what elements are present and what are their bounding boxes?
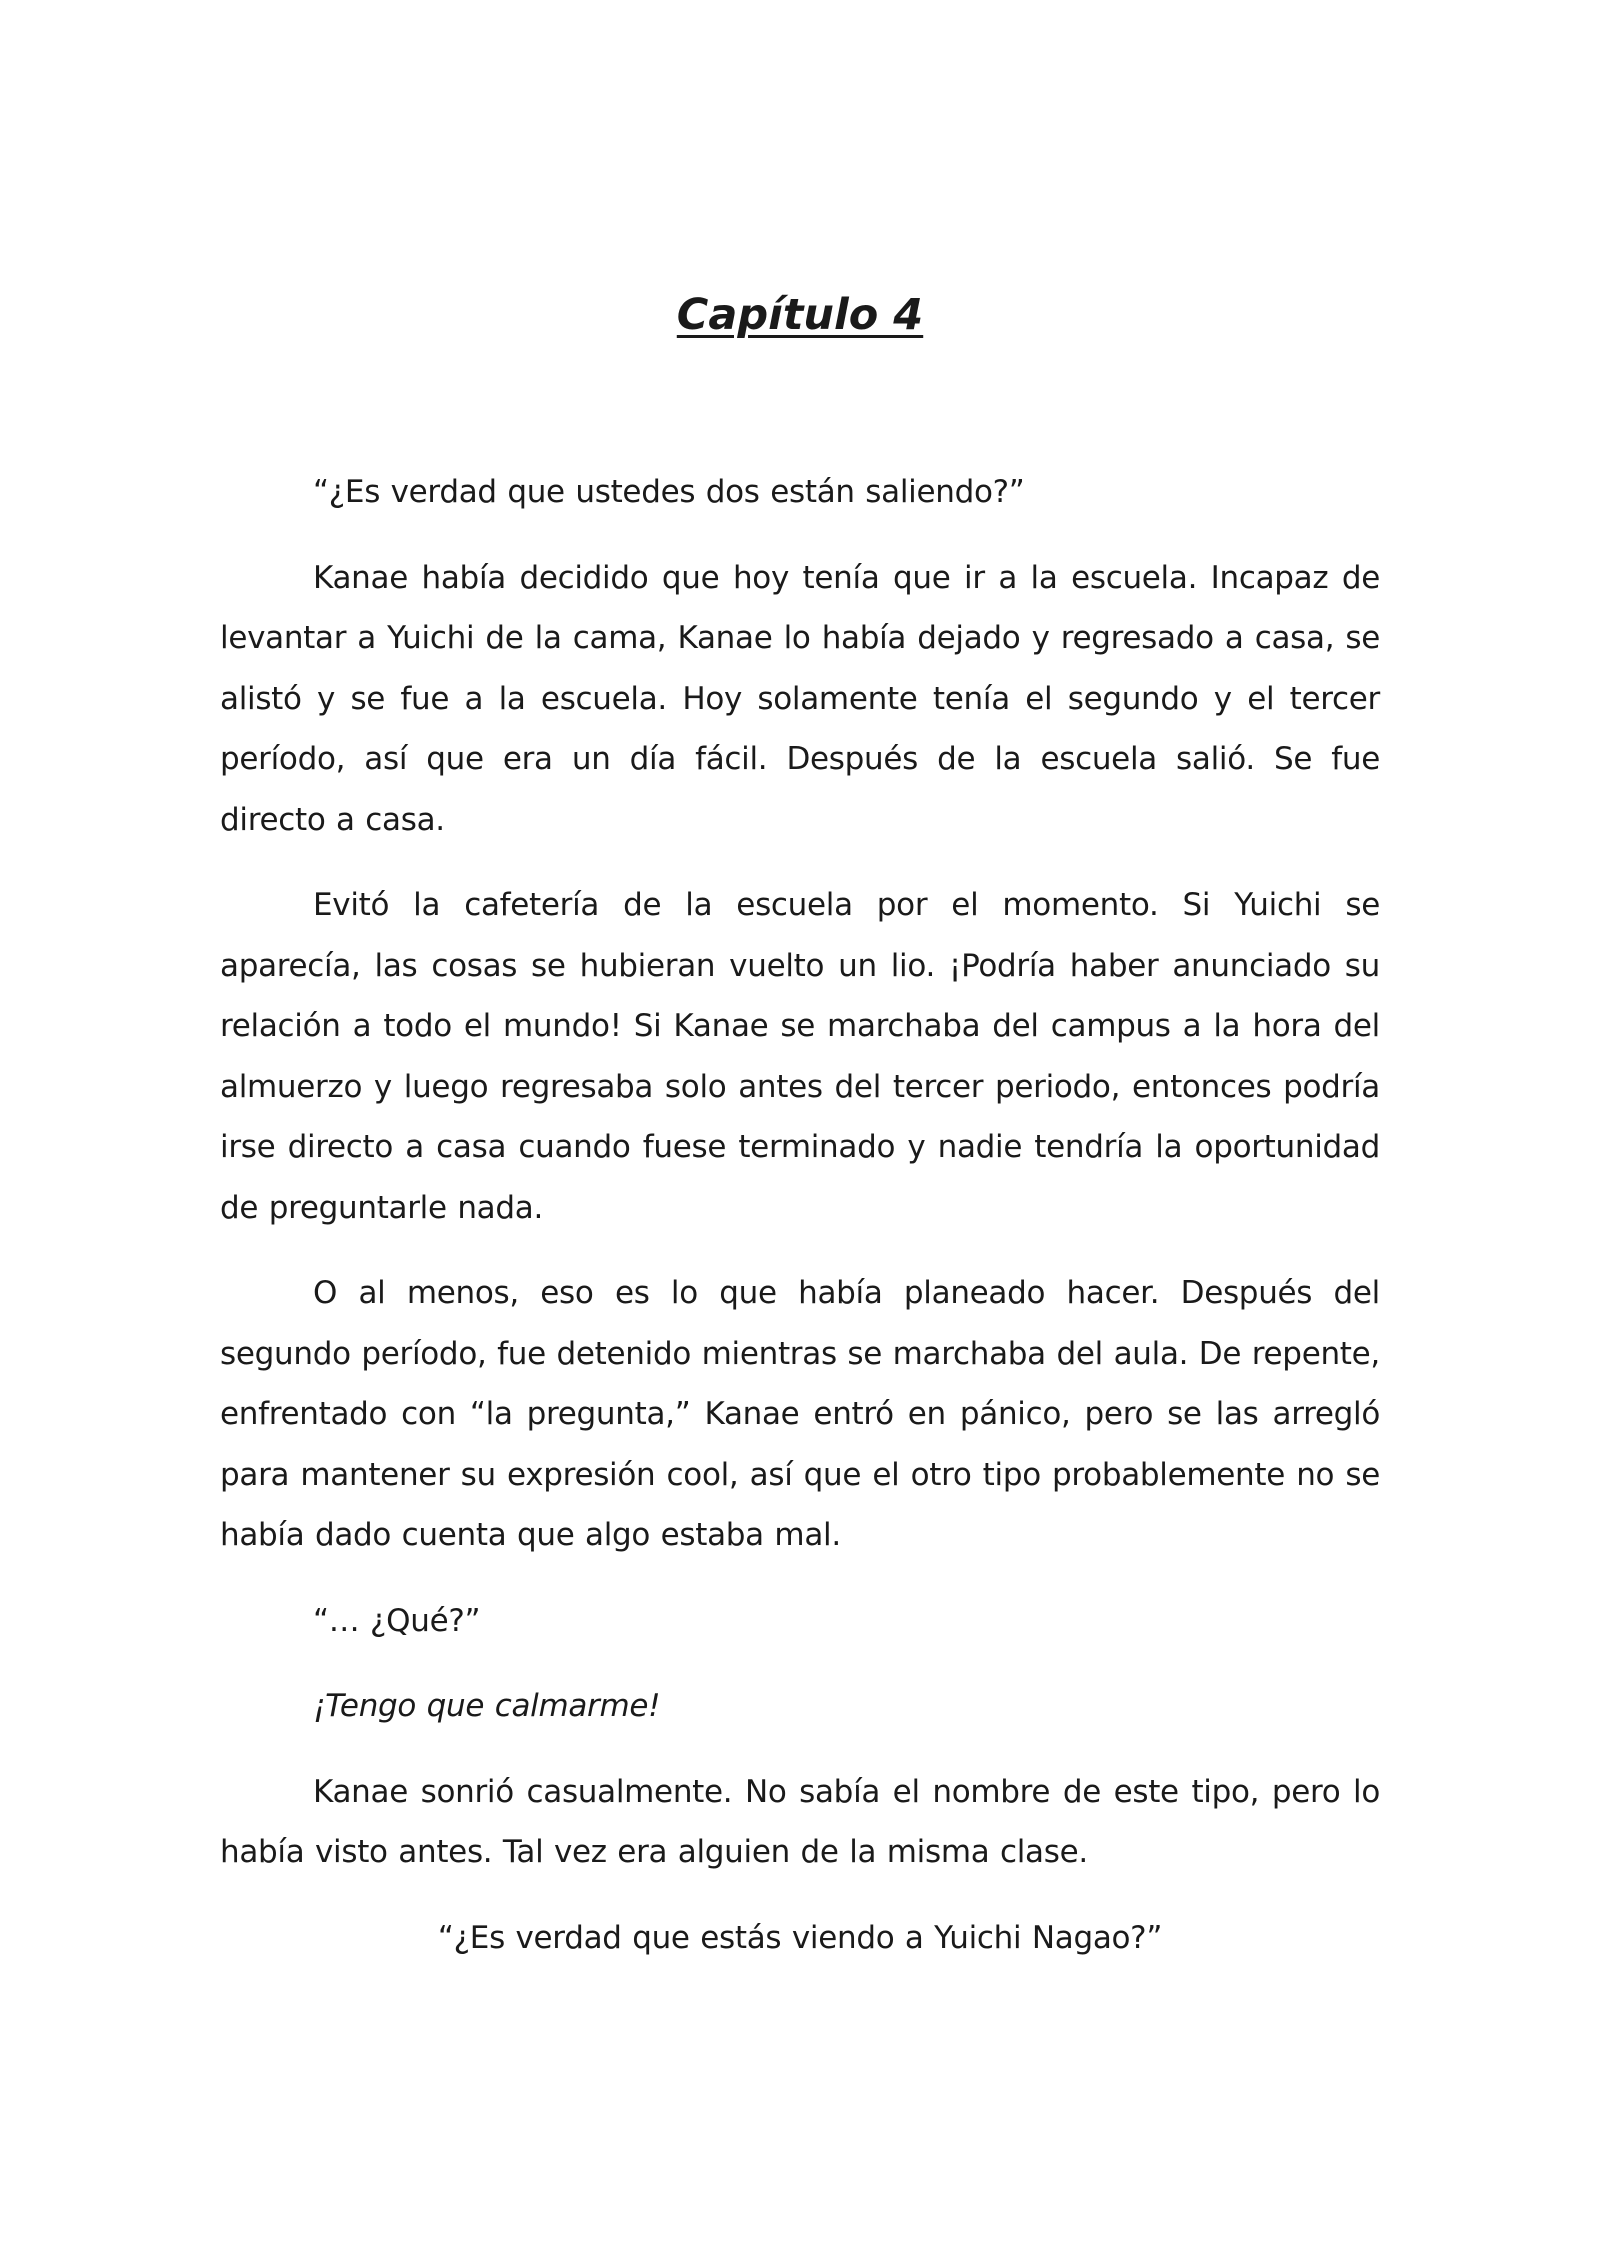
document-body (220, 462, 1380, 1993)
paragraph-thought: ¡Tengo que calmarme! (313, 1688, 661, 1724)
paragraph-3: Evitó la cafetería de la escuela por el momento. Si Yuichi se aparecía, las cosas se hubieran vuelto un lio. ¡Podría haber anunciado su relación a todo el mundo! Si Kanae se marchaba del campus a la hora del almuerzo y luego regresaba solo antes del tercer periodo, entonces podría irse directo a casa cuando fuese terminado y nadie tendría la oportunidad de preguntarle nada. (220, 887, 1380, 1226)
paragraph-4: O al menos, eso es lo que había planeado hacer. Después del segundo período, fue detenido mientras se marchaba del aula. De repente, enfrentado con “la pregunta,” Kanae entró en pánico, pero se las arregló para mantener su expresión cool, así que el otro tipo probablemente no se había dado cuenta que algo estaba mal. (220, 1275, 1380, 1553)
paragraph-dialog-1: “¿Es verdad que ustedes dos están saliendo?” (313, 474, 1025, 510)
paragraph-7: Kanae sonrió casualmente. No sabía el nombre de este tipo, pero lo había visto antes. Tal vez era alguien de la misma clase. (220, 1773, 1380, 1870)
paragraph-dialog-5: “… ¿Qué?” (313, 1602, 481, 1639)
paragraph-2: Kanae había decidido que hoy tenía que ir a la escuela. Incapaz de levantar a Yuichi de la cama, Kanae lo había dejado y regresado a casa, se alistó y se fue a la escuela. Hoy solamente tenía el segundo y el tercer período, así que era un día fácil. Después de la escuela salió. Se fue directo a casa. (220, 559, 1380, 838)
paragraph-dialog-8: “¿Es verdad que estás viendo a Yuichi Nagao?” (437, 1919, 1163, 1956)
chapter-title: Capítulo 4 (676, 290, 924, 340)
